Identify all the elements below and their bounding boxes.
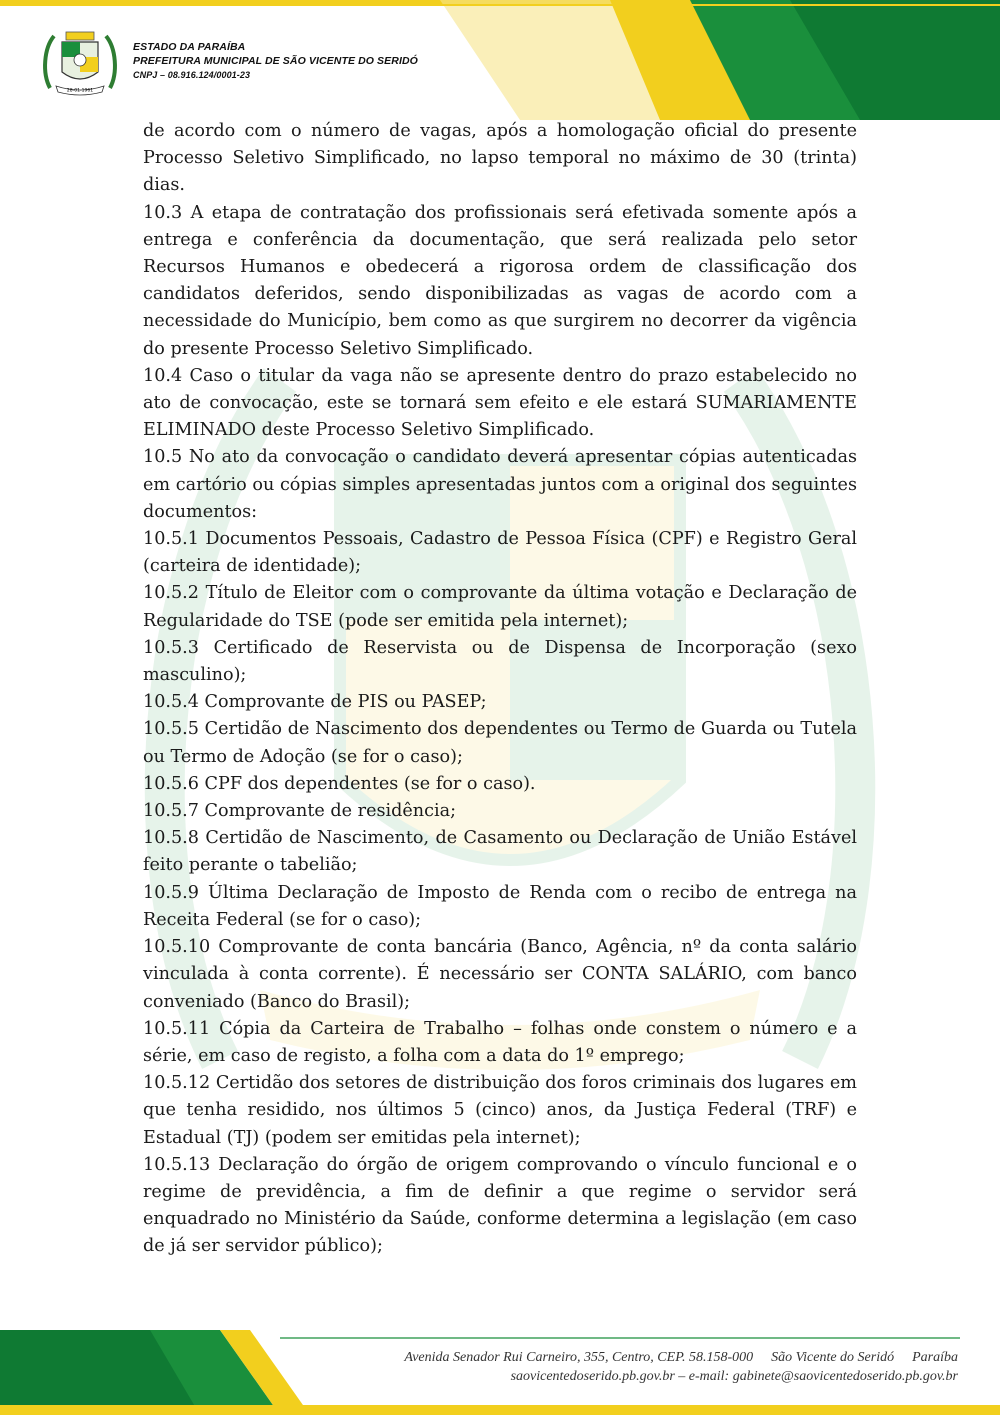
paragraph-10-5-8: 10.5.8 Certidão de Nascimento, de Casamento ou Declaração de União Estável feito perante o tabelião; — [143, 828, 857, 876]
footer-city: São Vicente do Seridó — [771, 1350, 895, 1365]
footer-text — [404, 1348, 958, 1386]
paragraph-10-5-12: 10.5.12 Certidão dos setores de distribuição dos foros criminais dos lugares em que tenha residido, nos últimos 5 (cinco) anos, da Justiça Federal (TRF) e Estadual (TJ) (podem ser emitidas pela internet); — [143, 1073, 857, 1148]
paragraph-10-5-11: 10.5.11 Cópia da Carteira de Trabalho – folhas onde constem o número e a série, em caso de registo, a folha com a data do 1º emprego; — [143, 1018, 857, 1066]
paragraph-10-5-9: 10.5.9 Última Declaração de Imposto de Renda com o recibo de entrega na Receita Federal (se for o caso); — [143, 882, 857, 930]
footer-state: Paraíba — [912, 1350, 958, 1365]
paragraph-10-5-7: 10.5.7 Comprovante de residência; — [143, 801, 457, 822]
cnpj-number: CNPJ – 08.916.124/0001-23 — [133, 70, 251, 80]
paragraph-10-5-10: 10.5.10 Comprovante de conta bancária (Banco, Agência, nº da conta salário vinculada à conta corrente). É necessário ser CONTA SALÁRIO, com banco conveniado (Banco do Brasil); — [143, 937, 857, 1012]
paragraph-10-5: 10.5 No ato da convocação o candidato deverá apresentar cópias autenticadas em cartório ou cópias simples apresentadas juntos com a original dos seguintes documentos: — [143, 447, 857, 522]
paragraph-10-5-1: 10.5.1 Documentos Pessoais, Cadastro de Pessoa Física (CPF) e Registro Geral (carteira de identidade); — [143, 529, 857, 577]
footer-address: Avenida Senador Rui Carneiro, 355, Centro, CEP. 58.158-000 — [404, 1350, 754, 1365]
footer-contact: saovicentedoserido.pb.gov.br – e-mail: gabinete@saovicentedoserido.pb.gov.br — [510, 1369, 958, 1384]
crest-ribbon-text: 28-01-1961 — [66, 88, 94, 94]
paragraph-10-5-4: 10.5.4 Comprovante de PIS ou PASEP; — [143, 692, 487, 713]
paragraph-10-5-13: 10.5.13 Declaração do órgão de origem comprovando o vínculo funcional e o regime de previdência, a fim de definir a que regime o servidor será enquadrado no Ministério da Saúde, conforme determina a legislação (em caso de já ser servidor público); — [143, 1154, 857, 1257]
paragraph-10-5-3: 10.5.3 Certificado de Reservista ou de Dispensa de Incorporação (sexo masculino); — [143, 637, 857, 686]
paragraph-continuation: de acordo com o número de vagas, após a homologação oficial do presente Processo Seletivo Simplificado, no lapso temporal no máximo de 30 (trinta) dias. — [143, 121, 857, 196]
municipal-crest-logo — [40, 28, 120, 96]
state-name: ESTADO DA PARAÍBA — [133, 41, 246, 53]
paragraph-10-3: 10.3 A etapa de contratação dos profissionais será efetivada somente após a entrega e conferência da documentação, que será realizada pelo setor Recursos Humanos e obedecerá a rigorosa ordem de classificação dos candidatos deferidos, sendo disponibilizadas as vagas de acordo com a necessidade do Município, bem como as que surgirem no decorrer da vigência do presente Processo Seletivo Simplificado. — [143, 202, 857, 359]
paragraph-10-5-2: 10.5.2 Título de Eleitor com o comprovante da última votação e Declaração de Regularidade do TSE (pode ser emitida pela internet); — [143, 583, 857, 631]
paragraph-10-5-6: 10.5.6 CPF dos dependentes (se for o caso). — [143, 773, 536, 794]
header-text — [133, 40, 418, 82]
municipality-name: PREFEITURA MUNICIPAL DE SÃO VICENTE DO SERIDÓ — [133, 55, 418, 67]
document-body — [143, 118, 857, 1261]
paragraph-10-4: 10.4 Caso o titular da vaga não se apresente dentro do prazo estabelecido no ato de convocação, este se tornará sem efeito e ele estará SUMARIAMENTE ELIMINADO deste Processo Seletivo Simplificado. — [143, 365, 857, 441]
paragraph-10-5-5: 10.5.5 Certidão de Nascimento dos dependentes ou Termo de Guarda ou Tutela ou Termo de Adoção (se for o caso); — [143, 719, 857, 767]
